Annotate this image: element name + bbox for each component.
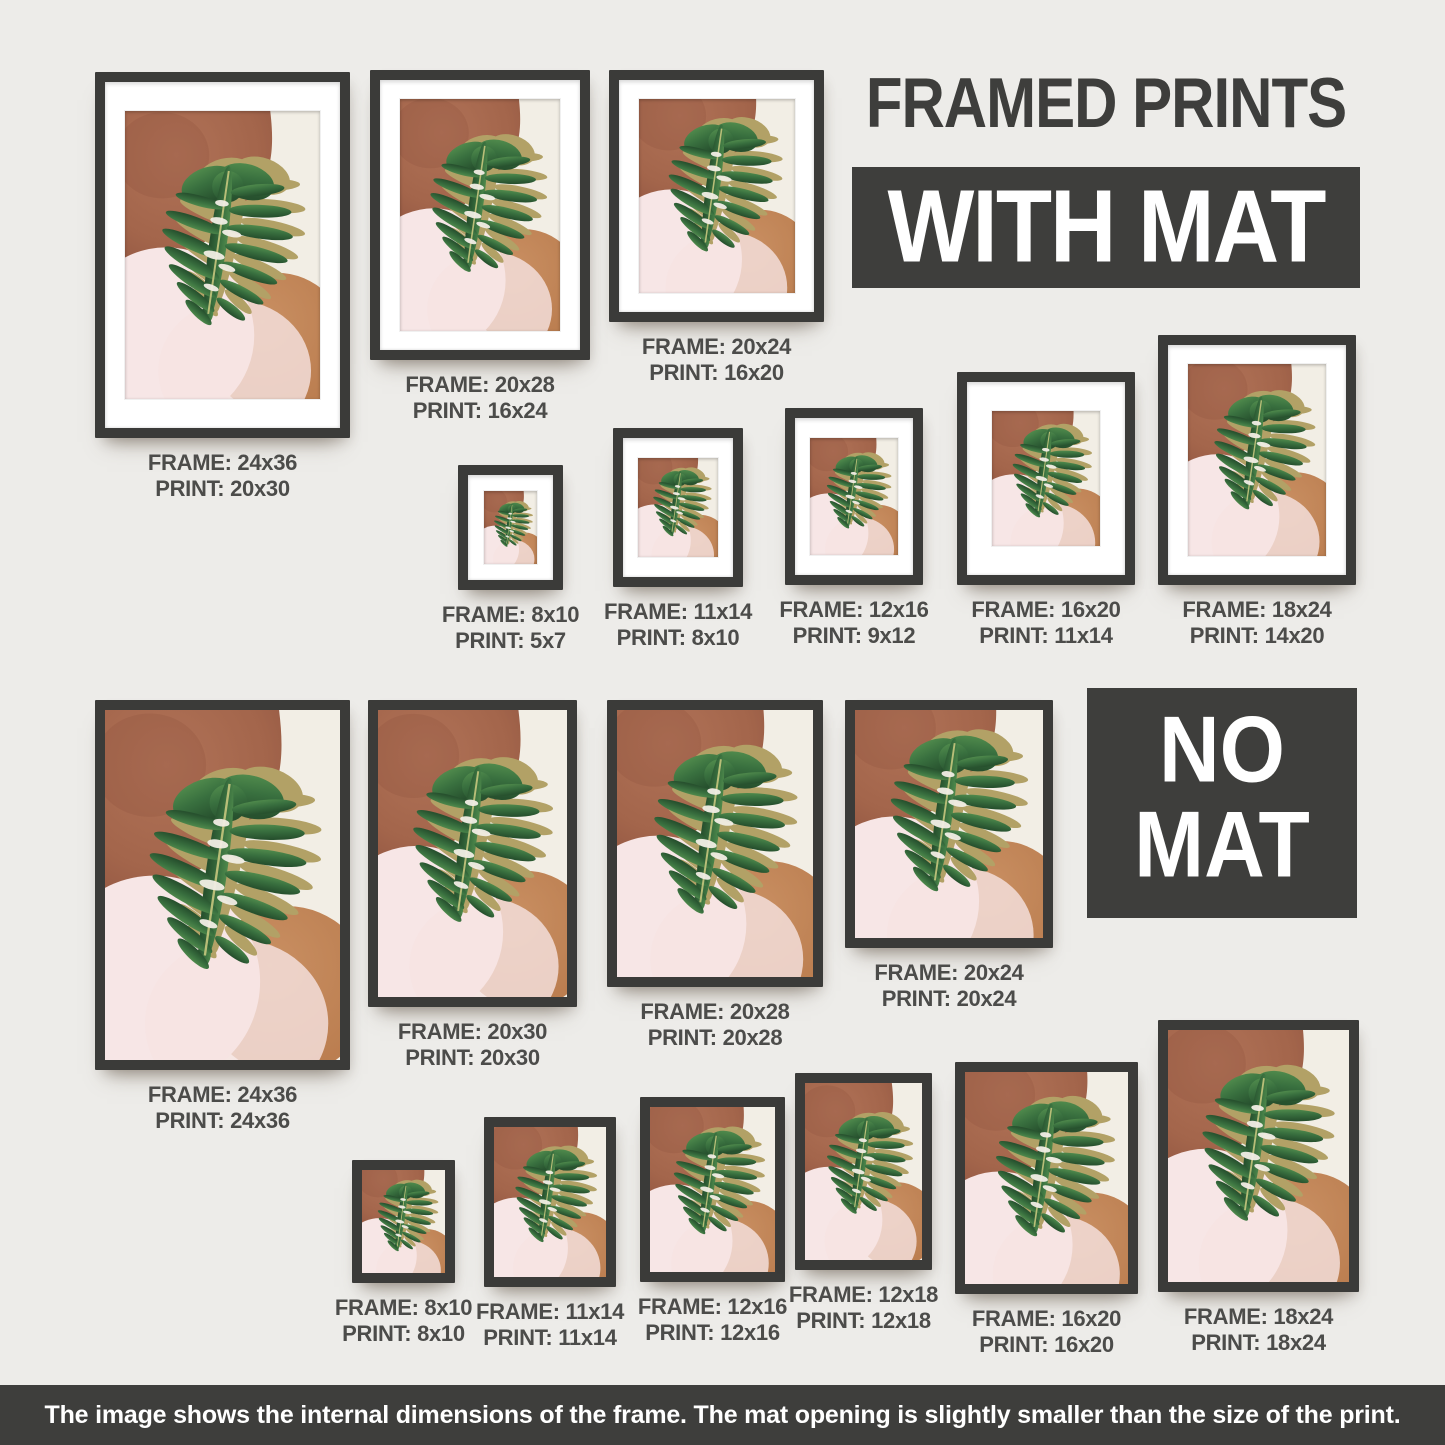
frame-size-label bbox=[972, 1306, 1121, 1358]
frame-no-mat-12x18 bbox=[795, 1073, 932, 1270]
frame-size-line: FRAME: 24x36 bbox=[147, 450, 298, 475]
print-size-line: PRINT: 8x10 bbox=[342, 1321, 465, 1346]
print-area bbox=[855, 710, 1043, 938]
print-area bbox=[617, 710, 813, 977]
print-size-line: PRINT: 18x24 bbox=[1191, 1330, 1326, 1355]
frame-size-label bbox=[640, 999, 789, 1051]
with-mat-badge: WITH MAT bbox=[852, 167, 1360, 288]
print-size-line: PRINT: 24x36 bbox=[155, 1108, 290, 1133]
monstera-artwork bbox=[362, 1170, 445, 1273]
frame-size-line: FRAME: 20x24 bbox=[641, 334, 792, 359]
frame-no-mat-16x20 bbox=[955, 1062, 1138, 1294]
print-size-line: PRINT: 20x24 bbox=[881, 986, 1017, 1011]
print-size-line: PRINT: 20x30 bbox=[155, 476, 290, 501]
frame-size-line: FRAME: 16x20 bbox=[971, 597, 1121, 622]
print-size-line: PRINT: 16x20 bbox=[979, 1332, 1114, 1357]
frame-no-mat-20x30 bbox=[368, 700, 577, 1007]
monstera-artwork bbox=[1168, 1030, 1349, 1282]
print-area bbox=[362, 1170, 445, 1273]
frame-size-line: FRAME: 11x14 bbox=[603, 599, 753, 624]
frame-size-line: FRAME: 20x28 bbox=[640, 999, 790, 1024]
mat bbox=[380, 80, 580, 350]
frame-size-label bbox=[1182, 597, 1331, 649]
frame-size-label bbox=[638, 1294, 787, 1346]
mat bbox=[468, 475, 553, 580]
frame-size-label bbox=[874, 960, 1023, 1012]
print-area bbox=[805, 1083, 922, 1260]
frame-size-line: FRAME: 11x14 bbox=[475, 1299, 625, 1324]
monstera-artwork bbox=[400, 99, 560, 330]
mat-opening bbox=[992, 411, 1101, 546]
frame-size-label bbox=[476, 1299, 624, 1351]
frame-size-label bbox=[642, 334, 791, 386]
frame-size-line: FRAME: 12x18 bbox=[788, 1282, 939, 1307]
mat-opening bbox=[810, 438, 899, 556]
print-area bbox=[965, 1072, 1128, 1284]
frame-with-mat-20x24 bbox=[609, 70, 824, 322]
print-size-line: PRINT: 5x7 bbox=[455, 628, 566, 653]
frame-no-mat-18x24 bbox=[1158, 1020, 1359, 1292]
mat bbox=[619, 80, 814, 312]
monstera-artwork bbox=[638, 458, 718, 557]
monstera-artwork bbox=[965, 1072, 1128, 1284]
print-size-line: PRINT: 11x14 bbox=[483, 1325, 617, 1350]
print-size-line: PRINT: 16x24 bbox=[412, 398, 548, 423]
mat bbox=[1168, 345, 1346, 575]
monstera-artwork bbox=[1188, 364, 1326, 556]
frame-size-label bbox=[442, 602, 579, 654]
mat bbox=[105, 82, 340, 428]
monstera-artwork bbox=[494, 1127, 606, 1277]
frame-no-mat-11x14 bbox=[484, 1117, 616, 1287]
frame-size-line: FRAME: 20x24 bbox=[874, 960, 1024, 985]
monstera-artwork bbox=[805, 1083, 922, 1260]
frame-with-mat-24x36 bbox=[95, 72, 350, 438]
monstera-artwork bbox=[378, 710, 567, 997]
frame-size-label bbox=[971, 597, 1120, 649]
frame-no-mat-20x24 bbox=[845, 700, 1053, 948]
monstera-artwork bbox=[484, 491, 537, 565]
footer-note: The image shows the internal dimensions of the frame. The mat opening is slightly smaller than the size of the print. bbox=[0, 1385, 1445, 1445]
frame-with-mat-8x10 bbox=[458, 465, 563, 590]
mat-opening bbox=[484, 491, 537, 565]
frame-size-label bbox=[398, 1019, 547, 1071]
print-size-line: PRINT: 20x30 bbox=[405, 1045, 540, 1070]
no-mat-badge-line2: MAT bbox=[1134, 791, 1310, 897]
frame-no-mat-20x28 bbox=[607, 700, 823, 987]
frame-size-label bbox=[1184, 1304, 1333, 1356]
mat bbox=[795, 418, 913, 575]
frame-size-line: FRAME: 16x20 bbox=[971, 1306, 1122, 1331]
monstera-artwork bbox=[650, 1107, 775, 1272]
mat bbox=[967, 382, 1125, 575]
monstera-artwork bbox=[617, 710, 813, 977]
monstera-artwork bbox=[810, 438, 899, 556]
frame-size-label bbox=[779, 597, 928, 649]
frame-no-mat-24x36 bbox=[95, 700, 350, 1070]
print-area bbox=[494, 1127, 606, 1277]
print-size-line: PRINT: 20x28 bbox=[647, 1025, 783, 1050]
monstera-artwork bbox=[125, 111, 321, 399]
monstera-artwork bbox=[639, 99, 795, 292]
print-size-line: PRINT: 14x20 bbox=[1189, 623, 1325, 648]
frame-size-line: FRAME: 20x28 bbox=[405, 372, 555, 397]
monstera-artwork bbox=[105, 710, 340, 1060]
monstera-artwork bbox=[855, 710, 1043, 938]
print-size-line: PRINT: 9x12 bbox=[792, 623, 916, 648]
frame-size-line: FRAME: 18x24 bbox=[1182, 597, 1332, 622]
mat bbox=[623, 438, 733, 577]
frame-size-line: FRAME: 8x10 bbox=[334, 1295, 473, 1320]
frame-no-mat-8x10 bbox=[352, 1160, 455, 1283]
no-mat-badge bbox=[1087, 688, 1357, 918]
no-mat-badge-line1: NO bbox=[1159, 696, 1285, 802]
print-size-line: PRINT: 11x14 bbox=[979, 623, 1113, 648]
frame-size-label bbox=[789, 1282, 938, 1334]
print-size-line: PRINT: 16x20 bbox=[649, 360, 784, 385]
print-size-line: PRINT: 12x18 bbox=[796, 1308, 931, 1333]
frame-size-label bbox=[405, 372, 554, 424]
page-title: FRAMED PRINTS bbox=[865, 63, 1347, 143]
print-area bbox=[105, 710, 340, 1060]
frame-size-line: FRAME: 8x10 bbox=[441, 602, 580, 627]
monstera-artwork bbox=[992, 411, 1101, 546]
frame-size-label bbox=[148, 450, 297, 502]
frame-size-label bbox=[604, 599, 752, 651]
frame-size-line: FRAME: 20x30 bbox=[397, 1019, 548, 1044]
frame-with-mat-11x14 bbox=[613, 428, 743, 587]
frame-with-mat-18x24 bbox=[1158, 335, 1356, 585]
frame-size-line: FRAME: 24x36 bbox=[147, 1082, 298, 1107]
mat-opening bbox=[125, 111, 321, 399]
frame-size-label bbox=[148, 1082, 297, 1134]
frame-size-line: FRAME: 18x24 bbox=[1183, 1304, 1334, 1329]
frame-size-line: FRAME: 12x16 bbox=[779, 597, 929, 622]
frame-with-mat-16x20 bbox=[957, 372, 1135, 585]
frame-with-mat-12x16 bbox=[785, 408, 923, 585]
frame-size-label bbox=[335, 1295, 472, 1347]
frame-no-mat-12x16 bbox=[640, 1097, 785, 1282]
print-area bbox=[378, 710, 567, 997]
print-size-line: PRINT: 8x10 bbox=[616, 625, 740, 650]
print-area bbox=[650, 1107, 775, 1272]
frame-size-line: FRAME: 12x16 bbox=[637, 1294, 788, 1319]
mat-opening bbox=[400, 99, 560, 330]
print-area bbox=[1168, 1030, 1349, 1282]
mat-opening bbox=[639, 99, 795, 292]
mat-opening bbox=[638, 458, 718, 557]
frame-with-mat-20x28 bbox=[370, 70, 590, 360]
mat-opening bbox=[1188, 364, 1326, 556]
print-size-line: PRINT: 12x16 bbox=[645, 1320, 780, 1345]
